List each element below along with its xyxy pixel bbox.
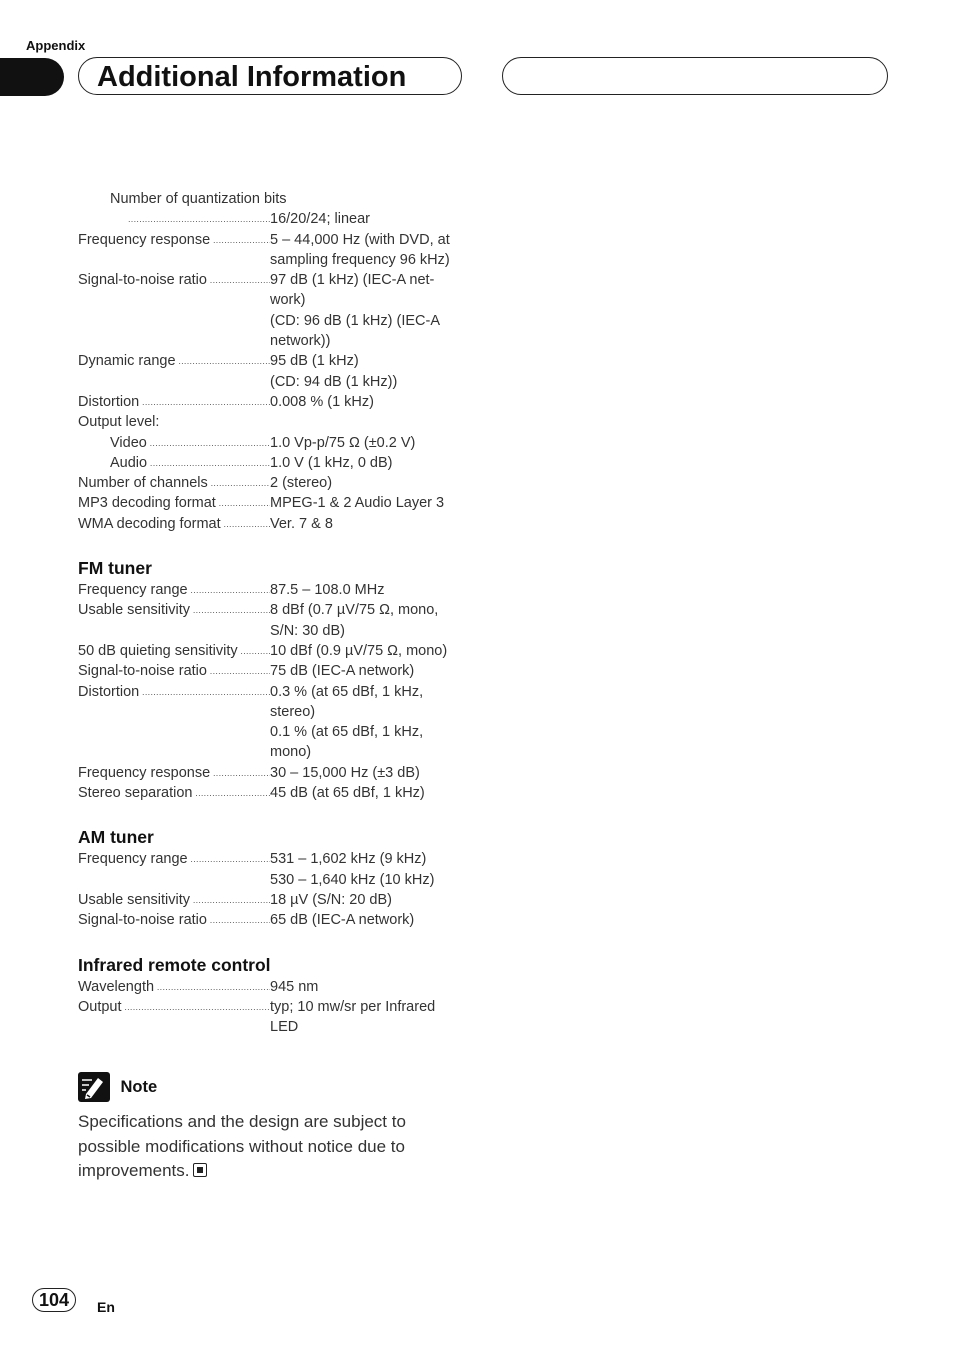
spec-value-line: 0.1 % (at 65 dBf, 1 kHz, (270, 724, 424, 741)
spec-value (270, 580, 470, 600)
fm-tuner-heading: FM tuner (78, 558, 152, 579)
fm-tuner-specs (78, 580, 478, 803)
spec-row (78, 493, 478, 513)
spec-value-line: 2 (stereo) (270, 475, 333, 492)
spec-row (78, 270, 478, 351)
spec-label: Output ..... (78, 997, 270, 1017)
spec-value (270, 270, 470, 351)
spec-value (270, 641, 470, 661)
spec-row (78, 890, 478, 910)
spec-label: WMA decoding format ..... (78, 514, 270, 534)
spec-value-line: 97 dB (1 kHz) (IEC-A net- (270, 272, 435, 289)
right-header-frame (502, 57, 888, 95)
spec-label: Distortion ..... (78, 682, 270, 702)
spec-row (78, 580, 478, 600)
am-tuner-heading: AM tuner (78, 827, 154, 848)
spec-label: Usable sensitivity ..... (78, 600, 270, 620)
spec-label: Frequency response ..... (78, 763, 270, 783)
spec-row (78, 453, 478, 473)
end-mark-icon (193, 1163, 207, 1177)
spec-value-line: LED (270, 1019, 299, 1036)
spec-row (78, 997, 478, 1038)
spec-label: Signal-to-noise ratio ..... (78, 270, 270, 290)
spec-value (270, 977, 470, 997)
spec-value-line: 530 – 1,640 kHz (10 kHz) (270, 871, 435, 888)
spec-value-line: 10 dBf (0.9 µV/75 Ω, mono) (270, 642, 448, 659)
spec-value-line: typ; 10 mw/sr per Infrared (270, 998, 436, 1015)
spec-label: Frequency range ..... (78, 849, 270, 869)
spec-value-line: work) (270, 292, 306, 309)
spec-value (270, 600, 470, 641)
spec-value-line: 87.5 – 108.0 MHz (270, 582, 385, 599)
spec-row (78, 230, 478, 271)
spec-row (78, 433, 478, 453)
spec-label: Signal-to-noise ratio ..... (78, 661, 270, 681)
spec-value (270, 997, 470, 1038)
spec-value-line: S/N: 30 dB) (270, 622, 345, 639)
spec-row (78, 514, 478, 534)
spec-value (270, 433, 470, 453)
spec-label: MP3 decoding format ..... (78, 493, 270, 513)
spec-row (78, 763, 478, 783)
spec-label: Audio ..... (78, 453, 270, 473)
note-text (78, 1110, 468, 1184)
spec-row (78, 600, 478, 641)
spec-value (270, 209, 470, 229)
infrared-specs (78, 977, 478, 1038)
spec-label: 50 dB quieting sensitivity ..... (78, 641, 270, 661)
note-pencil-icon (78, 1072, 110, 1102)
spec-row (78, 641, 478, 661)
spec-label (78, 209, 270, 229)
spec-value-line: stereo) (270, 703, 316, 720)
spec-value-line: MPEG-1 & 2 Audio Layer 3 (270, 495, 445, 512)
spec-row (78, 351, 478, 392)
spec-value-line: 0.3 % (at 65 dBf, 1 kHz, (270, 683, 424, 700)
spec-value (270, 493, 470, 513)
language-code: En (97, 1299, 115, 1315)
title-frame (78, 57, 462, 95)
spec-value (270, 453, 470, 473)
spec-row (78, 849, 478, 890)
spec-value-line: 30 – 15,000 Hz (±3 dB) (270, 764, 420, 781)
spec-label: Video ..... (78, 433, 270, 453)
spec-label: Number of quantization bits (110, 191, 287, 207)
general-specs (78, 189, 478, 534)
page-number: 104 (32, 1288, 76, 1312)
spec-row (78, 189, 478, 209)
spec-label: Dynamic range ..... (78, 351, 270, 371)
spec-label: Output level: (78, 414, 160, 431)
spec-value (270, 890, 470, 910)
spec-value-line: sampling frequency 96 kHz) (270, 251, 450, 268)
spec-value-line: 45 dB (at 65 dBf, 1 kHz) (270, 785, 425, 802)
spec-value-line: 95 dB (1 kHz) (270, 353, 359, 370)
spec-value (270, 849, 470, 890)
spec-value-line: 75 dB (IEC-A network) (270, 663, 415, 680)
spec-value (270, 763, 470, 783)
spec-value-line: 16/20/24; linear (270, 211, 370, 228)
spec-value-line: 531 – 1,602 kHz (9 kHz) (270, 851, 427, 868)
spec-row (78, 392, 478, 412)
spec-label: Distortion ..... (78, 392, 270, 412)
spec-value-line: network)) (270, 333, 331, 350)
spec-row (78, 473, 478, 493)
spec-label: Frequency response ..... (78, 230, 270, 250)
spec-label: Frequency range ..... (78, 580, 270, 600)
spec-row (78, 910, 478, 930)
spec-label: Stereo separation ..... (78, 783, 270, 803)
spec-value-line: 5 – 44,000 Hz (with DVD, at (270, 231, 450, 248)
spec-row (78, 977, 478, 997)
spec-label: Signal-to-noise ratio ..... (78, 910, 270, 930)
spec-list (78, 189, 478, 1037)
spec-value (270, 473, 470, 493)
spec-value (270, 514, 470, 534)
spec-value (270, 910, 470, 930)
spec-value-line: 0.008 % (1 kHz) (270, 393, 374, 410)
spec-label: Wavelength ..... (78, 977, 270, 997)
section-tab (0, 58, 64, 96)
section-label: Appendix (26, 38, 86, 53)
spec-row (78, 661, 478, 681)
spec-value-line: 1.0 V (1 kHz, 0 dB) (270, 454, 393, 471)
spec-value-line: 18 µV (S/N: 20 dB) (270, 891, 392, 908)
spec-row (78, 783, 478, 803)
spec-row (78, 412, 478, 432)
note-block (78, 1072, 478, 1184)
spec-value (270, 661, 470, 681)
am-tuner-specs (78, 849, 478, 930)
spec-value (270, 351, 470, 392)
spec-label: Usable sensitivity ..... (78, 890, 270, 910)
spec-row (78, 209, 478, 229)
spec-value-line: 945 nm (270, 978, 319, 995)
spec-label: Number of channels ..... (78, 473, 270, 493)
spec-row (78, 682, 478, 763)
infrared-heading: Infrared remote control (78, 954, 271, 975)
spec-value (270, 230, 470, 271)
spec-value-line: (CD: 94 dB (1 kHz)) (270, 373, 398, 390)
spec-value (270, 682, 470, 763)
note-body: Specifications and the design are subject to possible modifications without notice due to improvements. (78, 1112, 406, 1180)
spec-value-line: 1.0 Vp-p/75 Ω (±0.2 V) (270, 434, 416, 451)
spec-value-line: Ver. 7 & 8 (270, 515, 333, 532)
spec-value (270, 783, 470, 803)
spec-value-line: (CD: 96 dB (1 kHz) (IEC-A (270, 312, 440, 329)
spec-value-line: 65 dB (IEC-A network) (270, 912, 415, 929)
spec-value-line: mono) (270, 744, 312, 761)
spec-value (270, 392, 470, 412)
note-label: Note (120, 1077, 158, 1096)
page-title: Additional Information (97, 61, 407, 93)
spec-value-line: 8 dBf (0.7 µV/75 Ω, mono, (270, 602, 439, 619)
